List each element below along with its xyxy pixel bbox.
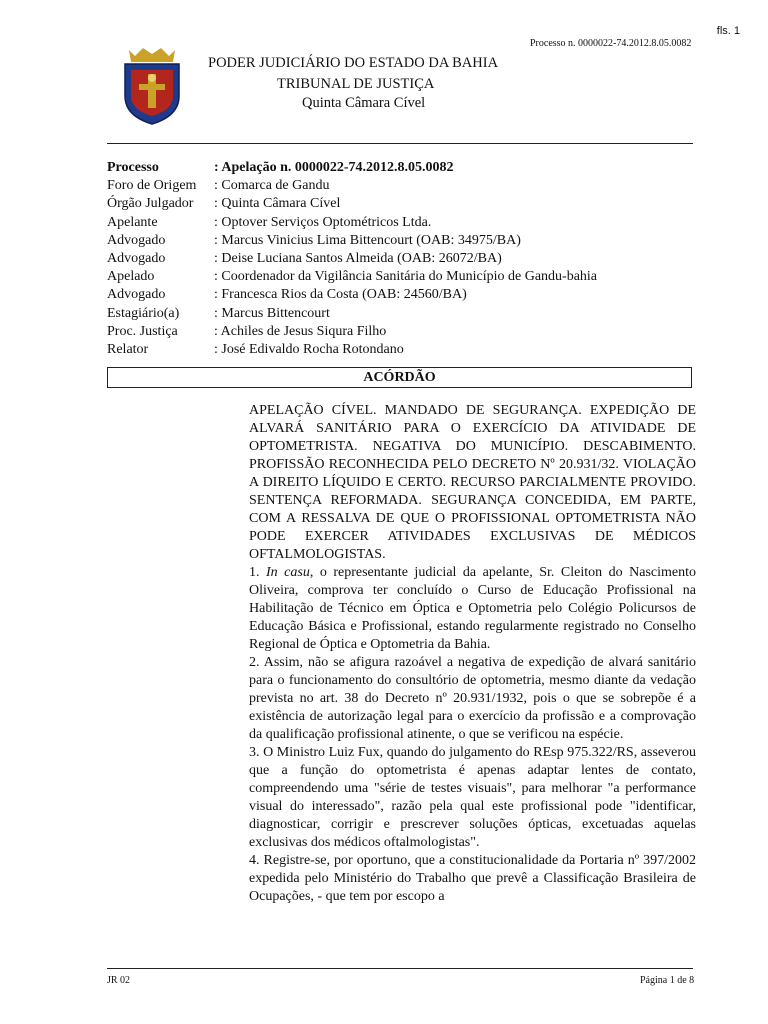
paragraph-3: 3. O Ministro Luiz Fux, quando do julgamento do REsp 975.322/RS, asseverou que a função do optometrista é apenas adaptar lentes de contato, compreendendo uma "série de testes visuais", para melhorar "a performance visual do interessado", razão pela qual este profissional pode "identificar, diagnosticar, corrigir e prescrever soluções ópticas, excetuadas aquelas exclusivas dos médicos oftalmologistas". [249,745,696,850]
case-info-row [107,341,597,359]
paragraph-1-latin-term: In casu [266,565,310,580]
paragraph-1-number: 1. [249,565,260,580]
ementa-paragraph: APELAÇÃO CÍVEL. MANDADO DE SEGURANÇA. EXPEDIÇÃO DE ALVARÁ SANITÁRIO PARA O EXERCÍCIO DA ATIVIDADE DE OPTOMETRISTA. NEGATIVA DO MUNICÍPIO. DESCABIMENTO. PROFISSÃO RECONHECIDA PELO DECRETO Nº 20.931/32. VIOLAÇÃO A DIREITO LÍQUIDO E CERTO. RECURSO PARCIALMENTE PROVIDO. SENTENÇA REFORMADA. SEGURANÇA CONCEDIDA, EM PARTE, COM A RESSALVA DE QUE O PROFISSIONAL OPTOMETRISTA NÃO PODE EXERCER ATIVIDADES EXCLUSIVAS DE MÉDICOS OFTALMOLOGISTAS. [249,403,696,562]
footer-code: JR 02 [107,975,131,986]
case-info-table [107,159,597,359]
case-info-label: Processo [107,160,159,175]
case-info-value: : Marcus Bittencourt [214,305,330,321]
paragraph-2: 2. Assim, não se afigura razoável a negativa de expedição de alvará sanitário para o funcionamento do consultório de optometria, mesmo diante da vedação prevista no art. 38 do Decreto nº 20.931/1932, pois o que se sobrepõe é a existência de autorização legal para o exercício da profissão e a comprovação da qualificação profissional atinente, o que se verificou na espécie. [249,655,696,742]
case-info-row [107,214,597,232]
case-info-row [107,195,597,213]
coat-of-arms-icon [117,46,187,126]
case-info-row [107,268,597,286]
footer-divider [107,968,693,969]
case-info-label: Foro de Origem [107,178,197,194]
case-info-label: Apelante [107,214,158,230]
case-info-row [107,159,597,177]
case-info-row [107,286,597,304]
case-info-row [107,232,597,250]
case-info-label: Relator [107,342,149,358]
case-info-label: Apelado [107,269,155,285]
header-tribunal: TRIBUNAL DE JUSTIÇA [277,76,435,92]
case-info-label: Proc. Justiça [107,323,178,339]
paragraph-1-text: , o representante judicial da apelante, Sr. Cleiton do Nascimento Oliveira, comprova ter concluído o Curso de Educação Profissional na Habilitação de Técnico em Óptica e Optometria pelo Colégio Policursos de Educação Básica e Profissional, estando regularmente registrado no Conselho Regional de Óptica e Optometria da Bahia. [249,565,696,652]
paragraph-1 [249,564,696,654]
case-info-value: : Coordenador da Vigilância Sanitária do Município de Gandu-bahia [214,269,598,285]
header-chamber: Quinta Câmara Cível [302,95,426,111]
page-number: Página 1 de 8 [640,975,695,986]
case-info-label: Advogado [107,232,166,248]
case-info-label: Estagiário(a) [107,305,180,321]
case-info-label: Advogado [107,251,166,267]
case-info-value: : Comarca de Gandu [214,178,330,194]
case-info-value: : Deise Luciana Santos Almeida (OAB: 26072/BA) [214,251,502,267]
case-info-label: Advogado [107,287,166,303]
page-marker: fls. 1 [716,25,740,37]
case-info-value: : Marcus Vinicius Lima Bittencourt (OAB: 34975/BA) [214,232,521,248]
header-court-name: PODER JUDICIÁRIO DO ESTADO DA BAHIA [208,55,499,71]
case-info-value: : Apelação n. 0000022-74.2012.8.05.0082 [214,160,454,175]
case-info-value: : Achiles de Jesus Siqura Filho [214,323,387,339]
case-info-label: Órgão Julgador [107,196,194,212]
case-info-value: : José Edivaldo Rocha Rotondano [214,342,404,358]
paragraph-4: 4. Registre-se, por oportuno, que a constitucionalidade da Portaria nº 397/2002 expedida pelo Ministério do Trabalho que prevê a Classificação Brasileira de Ocupações, - que tem por escopo a [249,853,696,904]
case-info-value: : Optover Serviços Optométricos Ltda. [214,214,432,230]
header-process-number: Processo n. 0000022-74.2012.8.05.0082 [530,38,692,49]
acordao-title: ACÓRDÃO [107,367,692,388]
case-info-row [107,177,597,195]
case-info-row [107,323,597,341]
case-info-value: : Francesca Rios da Costa (OAB: 24560/BA) [214,287,467,303]
case-info-value: : Quinta Câmara Cível [214,196,341,212]
case-info-row [107,250,597,268]
header-divider [107,143,693,144]
case-info-row [107,305,597,323]
judgment-text [249,402,696,906]
